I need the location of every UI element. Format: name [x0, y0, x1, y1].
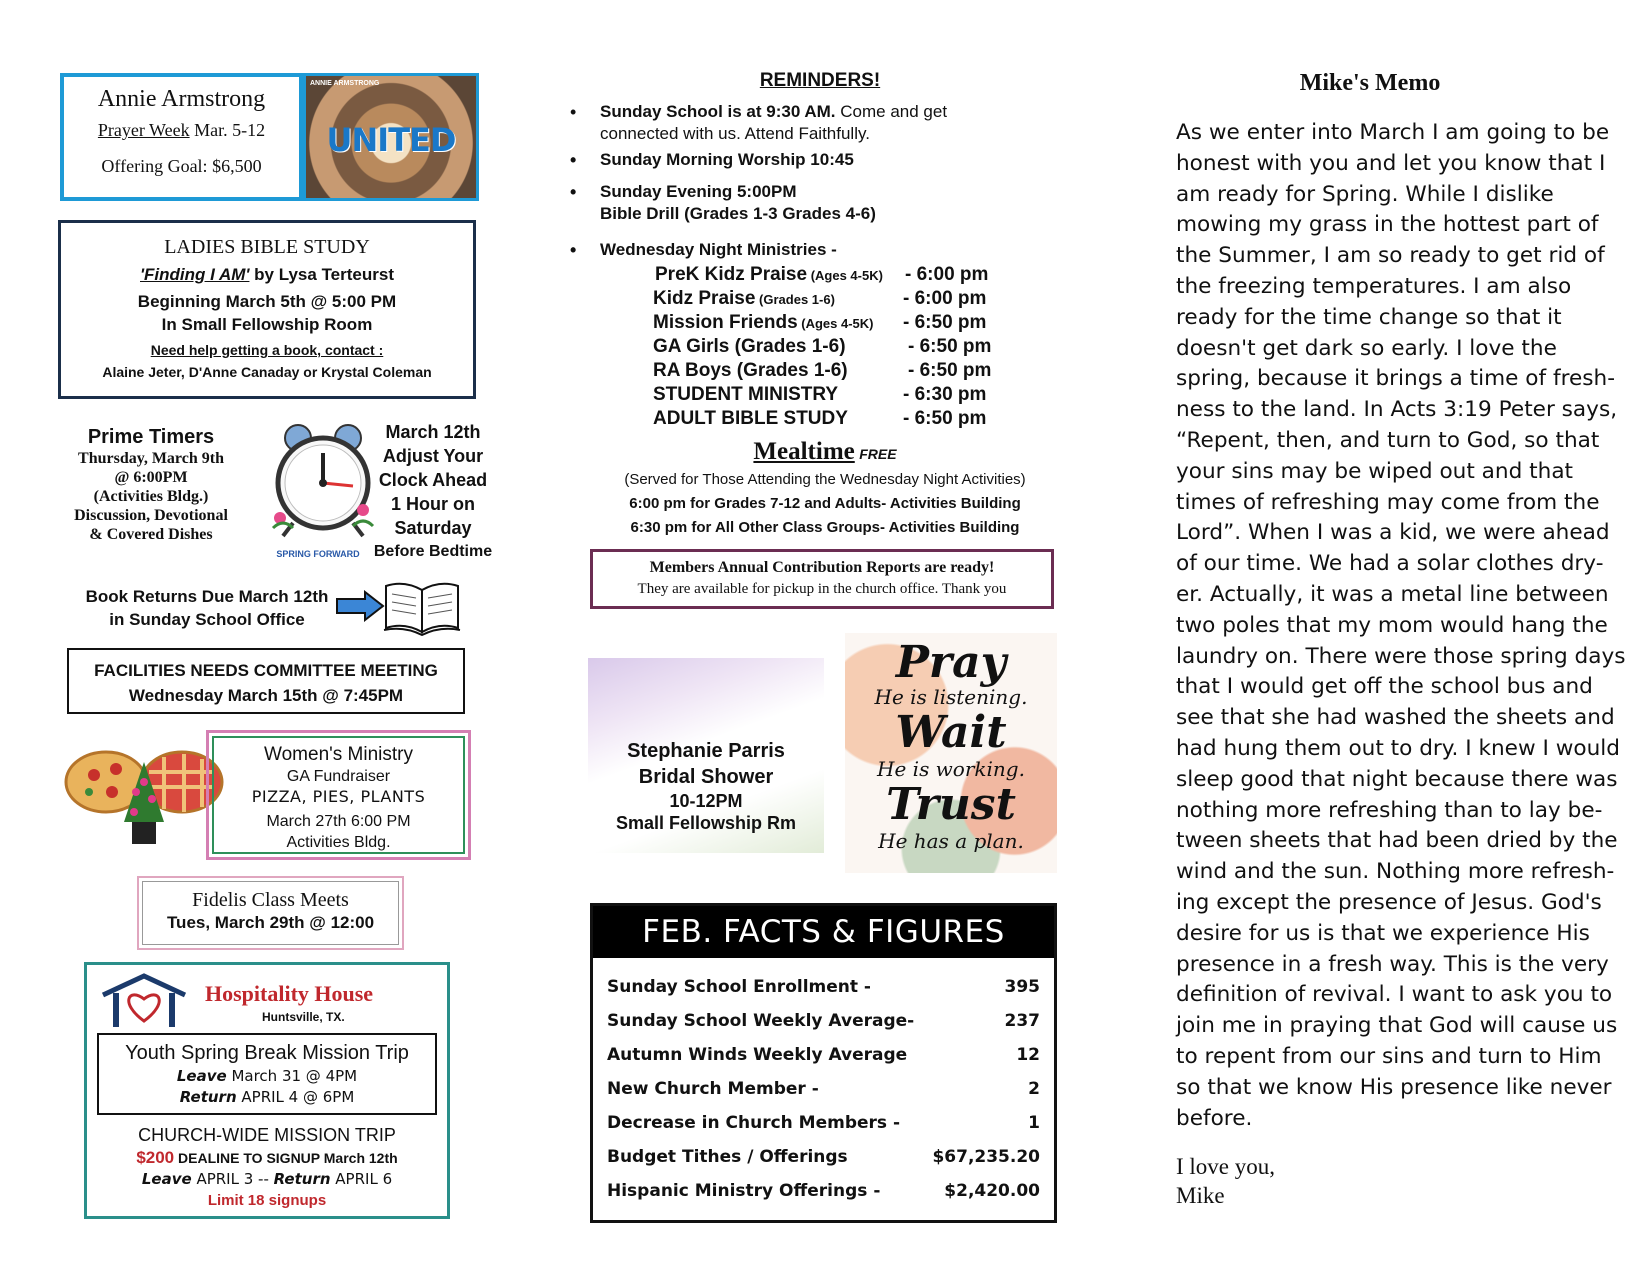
ministry-name: GA Girls (Grades 1-6) [653, 336, 846, 357]
feb-facts-figures-table [590, 903, 1057, 1223]
memo-signature [1176, 1152, 1476, 1210]
table-row [607, 1113, 1040, 1133]
youth-return [99, 1087, 435, 1108]
pizza-pie-plant-icon [64, 737, 224, 852]
church-return-label: Return [273, 1170, 331, 1188]
ministry-time: - 6:50 pm [908, 336, 992, 357]
church-limit: Limit 18 signups [207, 1192, 327, 1209]
youth-title: Youth Spring Break Mission Trip [125, 1042, 409, 1064]
clock-line-2: Adjust Your [382, 446, 484, 466]
table-row [607, 1079, 1040, 1099]
memo-signer: Mike [1176, 1183, 1225, 1208]
facilities-line1: FACILITIES NEEDS COMMITTEE MEETING [94, 661, 438, 680]
church-deadline-text: DEALINE TO SIGNUP March 12th [174, 1150, 398, 1166]
hospitality-city: Huntsville, TX. [262, 1010, 345, 1024]
youth-leave-label: Leave [176, 1067, 227, 1085]
evening-text: Sunday Evening 5:00PM [600, 182, 797, 201]
prime-place: (Activities Bldg.) [93, 488, 209, 505]
pray-sub: He is listening. [874, 685, 1028, 709]
fidelis-date: Tues, March 29th @ 12:00 [166, 913, 375, 932]
ministry-time: - 6:00 pm [903, 288, 987, 309]
memo-line: honest with you and let you know that I [1176, 150, 1606, 176]
trust-word: Trust [886, 779, 1016, 830]
youth-leave [99, 1066, 435, 1087]
ministry-name: Mission Friends [653, 312, 798, 333]
memo-line: nothing more refreshing than to lay be- [1176, 797, 1603, 823]
memo-line: desire for us is that we experience His [1176, 920, 1590, 946]
women-title: Women's Ministry [264, 744, 413, 765]
memo-line: wind and the sun. Nothing more refresh- [1176, 859, 1615, 885]
mealtime-served: (Served for Those Attending the Wednesday Night Activities) [624, 471, 1026, 488]
drill-text: Bible Drill (Grades 1-3 Grades 4-6) [600, 204, 876, 223]
prime-title: Prime Timers [87, 426, 215, 448]
row-value: $67,235.20 [932, 1147, 1040, 1167]
church-return-value: APRIL 6 [330, 1170, 393, 1188]
offering-goal [64, 154, 299, 178]
spring-forward-label: SPRING FORWARD [276, 549, 360, 559]
arrow-right-icon [335, 590, 385, 622]
memo-line: ing except the presence of Jesus. God's [1176, 889, 1602, 915]
book-returns [72, 585, 342, 631]
prime-date: Thursday, March 9th [78, 450, 224, 467]
ladies-bible-study-box [58, 220, 476, 399]
row-value: 2 [1028, 1079, 1040, 1099]
reminder-morning-worship: • Sunday Morning Worship 10:45 [600, 149, 854, 171]
reminder-wednesday: • Wednesday Night Ministries - [600, 239, 837, 261]
pray-wait-trust-card [845, 633, 1057, 873]
memo-line: your sins may be wiped out and that [1176, 458, 1574, 484]
memo-line: before. [1176, 1105, 1253, 1131]
book-returns-line2: in Sunday School Office [109, 610, 305, 629]
row-label: New Church Member - [607, 1079, 819, 1099]
church-deadline [87, 1147, 447, 1169]
women-sub: GA Fundraiser [286, 768, 391, 785]
alarm-clock-icon [268, 418, 378, 563]
memo-line: times of refreshing may come from the [1176, 489, 1600, 515]
ministry-time: - 6:50 pm [908, 360, 992, 381]
row-value: 395 [1004, 977, 1040, 997]
ladies-room: In Small Fellowship Room [161, 315, 373, 334]
offering-label: Offering Goal: [101, 156, 208, 176]
memo-line: had hung them out to dry. I knew I would [1176, 735, 1620, 761]
reminder-sunday-school [600, 101, 947, 145]
row-label: Budget Tithes / Offerings [607, 1147, 848, 1167]
ministry-row [653, 384, 987, 406]
table-row [607, 977, 1040, 997]
memo-line: “Repent, then, and turn to God, so that [1176, 427, 1600, 453]
ministry-name: ADULT BIBLE STUDY [653, 408, 848, 429]
bridal-line4: Small Fellowship Rm [615, 813, 797, 833]
prime-timers [46, 425, 256, 544]
row-label: Sunday School Weekly Average- [607, 1011, 915, 1031]
row-label: Hispanic Ministry Offerings - [607, 1181, 881, 1201]
women-date: March 27th 6:00 PM [266, 813, 411, 830]
memo-line: see that she had washed the sheets and [1176, 705, 1615, 731]
memo-line: to repent from our sins and turn to Him [1176, 1043, 1602, 1069]
memo-line: the Summer, I am so ready to get rid of [1176, 243, 1605, 269]
clock-line-5: Saturday [394, 518, 472, 538]
memo-closing: I love you, [1176, 1154, 1276, 1179]
row-value: 1 [1028, 1113, 1040, 1133]
church-title: CHURCH-WIDE MISSION TRIP [138, 1125, 396, 1145]
ministry-name: RA Boys (Grades 1-6) [653, 360, 848, 381]
womens-ministry-box [206, 730, 471, 860]
bridal-line1: Stephanie Parris [627, 740, 785, 762]
ministry-name: Kidz Praise [653, 288, 756, 309]
ministry-time: - 6:30 pm [903, 384, 987, 405]
book-returns-line1: Book Returns Due March 12th [85, 587, 329, 606]
church-leave-value: APRIL 3 -- [191, 1170, 274, 1188]
ss-rest: Come and get [835, 102, 948, 121]
clock-ahead-notice [368, 420, 498, 564]
prime-time: @ 6:00PM [114, 469, 188, 486]
memo-line: er. Actually, it was a metal line between [1176, 581, 1609, 607]
memo-line: definition of revival. I want to ask you to [1176, 982, 1613, 1008]
memo-line: laundry on. There were those spring days [1176, 643, 1626, 669]
table-row [607, 1045, 1040, 1065]
memo-line: presence in a fresh way. This is the very [1176, 951, 1609, 977]
annie-united-image [303, 73, 479, 201]
row-value: 12 [1016, 1045, 1040, 1065]
ministry-row [653, 408, 987, 430]
mealtime [590, 438, 1060, 466]
women-items: PIZZA, PIES, PLANTS [251, 787, 426, 806]
memo-line: so that we know His presence like never [1176, 1074, 1612, 1100]
annie-image-text: UNITED [326, 121, 456, 159]
memo-title: Mike's Memo [1299, 70, 1441, 96]
bridal-line3: 10-12PM [669, 791, 743, 811]
memo-line: am ready for Spring. While I dislike [1176, 181, 1554, 207]
memo-line: of our time. We had a solar clothes dry- [1176, 551, 1604, 577]
prayer-week [64, 118, 299, 142]
facilities-line2: Wednesday March 15th @ 7:45PM [128, 686, 404, 705]
house-heart-icon [99, 973, 189, 1028]
bridal-text [588, 738, 824, 834]
wait-word: Wait [895, 707, 1007, 758]
ministry-row [653, 360, 992, 382]
ladies-contacts: Alaine Jeter, D'Anne Canaday or Krystal Coleman [102, 364, 432, 380]
memo-line: the freezing temperatures. I am also [1176, 273, 1572, 299]
womens-ministry-inner [212, 736, 465, 854]
memo-line: ness to the land. In Acts 3:19 Peter says, [1176, 397, 1618, 423]
church-price: $200 [136, 1148, 175, 1167]
ministry-time: - 6:50 pm [903, 312, 987, 333]
ladies-help: Need help getting a book, contact : [150, 342, 384, 358]
youth-leave-value: March 31 @ 4PM [226, 1067, 358, 1085]
youth-mission-trip [97, 1033, 437, 1115]
table-row [607, 1147, 1040, 1167]
ministry-row [653, 312, 987, 335]
memo-line: join me in praying that God will cause us [1176, 1013, 1618, 1039]
fidelis-class-box [137, 876, 404, 950]
women-place: Activities Bldg. [286, 834, 391, 851]
annie-image-tag: ANNIE ARMSTRONG [310, 80, 380, 87]
ministry-name: STUDENT MINISTRY [653, 384, 839, 405]
mealtime-line2: 6:30 pm for All Other Class Groups- Activities Building [630, 519, 1020, 536]
memo-line: tween sheets that had been dried by the [1176, 828, 1618, 854]
prayer-week-label: Prayer Week [97, 120, 190, 140]
ministry-note: (Grades 1-6) [755, 292, 835, 307]
memo-line: Lord”. When I was a kid, we were ahead [1176, 520, 1610, 546]
church-leave-label: Leave [141, 1170, 192, 1188]
ministry-row [655, 264, 989, 287]
hospitality-name: Hospitality House [205, 981, 374, 1006]
table-row [607, 1181, 1040, 1201]
mealtime-free: FREE [859, 446, 897, 462]
bridal-shower-card [588, 658, 824, 853]
memo-line: ready for the time change so that it [1176, 304, 1562, 330]
ladies-beginning: Beginning March 5th @ 5:00 PM [137, 292, 397, 311]
wait-sub: He is working. [877, 757, 1025, 781]
ss-bold: Sunday School is at 9:30 AM. [600, 102, 836, 121]
table-row [607, 1011, 1040, 1031]
reminder-evening [600, 181, 876, 225]
prime-desc1: Discussion, Devotional [74, 507, 228, 524]
row-value: 237 [1004, 1011, 1040, 1031]
memo-line: spring, because it brings a time of fresh- [1176, 366, 1616, 392]
ministry-note: (Ages 4-5K) [807, 268, 883, 283]
ministry-note: (Ages 4-5K) [797, 316, 874, 331]
members-line2: They are available for pickup in the church office. Thank you [637, 581, 1007, 597]
annie-armstrong-box [60, 73, 303, 201]
youth-return-value: APRIL 4 @ 6PM [236, 1088, 355, 1106]
youth-return-label: Return [179, 1088, 237, 1106]
mealtime-title: Mealtime [753, 438, 855, 465]
pray-word: Pray [895, 637, 1007, 688]
memo-line: two poles that my mom would hang the [1176, 612, 1608, 638]
mealtime-details [588, 468, 1062, 540]
annie-title: Annie Armstrong [97, 86, 266, 112]
ministry-row [653, 288, 987, 311]
trust-sub: He has a plan. [878, 829, 1024, 853]
ss-line2: connected with us. Attend Faithfully. [600, 124, 870, 143]
feb-title: FEB. FACTS & FIGURES [593, 906, 1054, 958]
prime-desc2: & Covered Dishes [89, 526, 213, 543]
open-book-icon [382, 578, 462, 636]
members-line1: Members Annual Contribution Reports are ready! [649, 559, 995, 576]
memo-line: doesn't get dark so early. I love the [1176, 335, 1557, 361]
prayer-week-dates: Mar. 5-12 [194, 120, 266, 140]
row-value: $2,420.00 [944, 1181, 1040, 1201]
church-wide-trip [87, 1123, 447, 1211]
ministry-time: - 6:50 pm [903, 408, 987, 429]
bridal-line2: Bridal Shower [638, 766, 774, 788]
row-label: Sunday School Enrollment - [607, 977, 871, 997]
fidelis-title: Fidelis Class Meets [192, 889, 349, 911]
ladies-book-author: by Lysa Terteurst [249, 265, 394, 284]
fidelis-inner [142, 881, 399, 945]
memo-line: sleep good that night because there was [1176, 766, 1618, 792]
ladies-book-title: 'Finding I AM' [140, 265, 250, 284]
ministry-time: - 6:00 pm [905, 264, 989, 285]
row-label: Autumn Winds Weekly Average [607, 1045, 908, 1065]
offering-amount: $6,500 [212, 156, 262, 176]
reminders-title: REMINDERS! [759, 70, 881, 91]
memo-line: As we enter into March I am going to be [1176, 120, 1610, 145]
clock-line-3: Clock Ahead [378, 470, 488, 490]
ministry-row [653, 336, 992, 358]
church-dates [87, 1169, 447, 1190]
facilities-meeting [67, 648, 465, 714]
clock-line-1: March 12th [385, 422, 481, 442]
ladies-title: LADIES BIBLE STUDY [164, 236, 370, 258]
members-reports-box [590, 549, 1054, 609]
mealtime-line1: 6:00 pm for Grades 7-12 and Adults- Activities Building [629, 495, 1021, 512]
ministry-name: PreK Kidz Praise [655, 264, 808, 285]
memo-line: mowing my grass in the hottest part of [1176, 212, 1599, 238]
memo-line: that I would get off the school bus and [1176, 674, 1593, 700]
hospitality-house-box [84, 962, 450, 1219]
clock-line-4: 1 Hour on [391, 494, 475, 514]
memo-body [1176, 118, 1626, 1134]
row-label: Decrease in Church Members - [607, 1113, 901, 1133]
ladies-book [61, 263, 473, 287]
clock-line-6: Before Bedtime [373, 543, 493, 560]
